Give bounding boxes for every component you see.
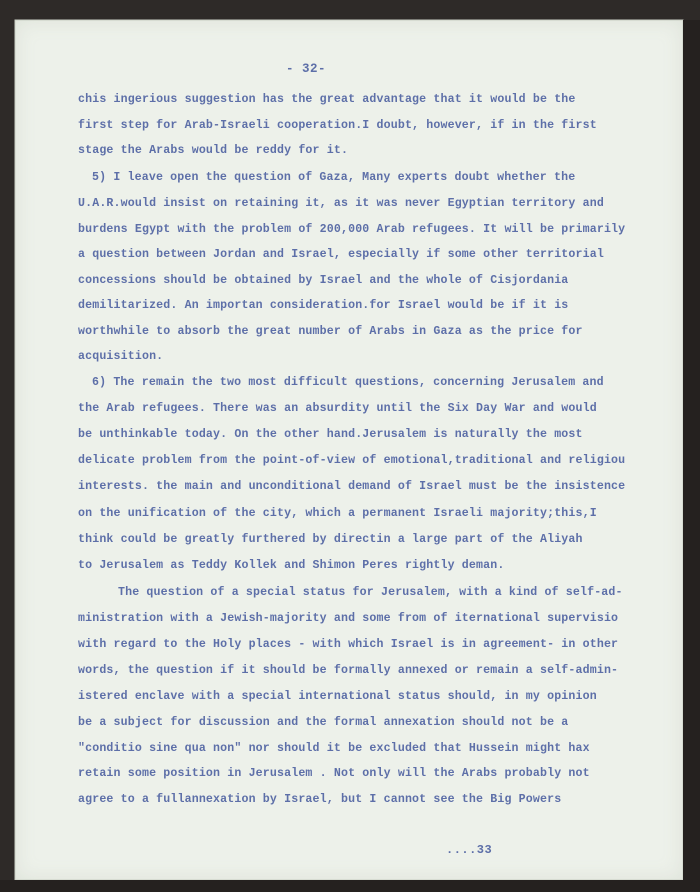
- text-line: worthwhile to absorb the great number of Arabs in Gaza as the price for: [78, 325, 583, 338]
- text-line: be unthinkable today. On the other hand.Jerusalem is naturally the most: [78, 428, 583, 441]
- text-line: to Jerusalem as Teddy Kollek and Shimon Peres rightly deman.: [78, 559, 505, 572]
- text-line: the Arab refugees. There was an absurdity until the Six Day War and would: [78, 402, 597, 415]
- text-line: acquisition.: [78, 350, 164, 363]
- text-line: ministration with a Jewish-majority and some from of iternational supervisio: [78, 612, 619, 625]
- text-line: be a subject for discussion and the formal annexation should not be a: [78, 716, 569, 729]
- text-line: first step for Arab-Israeli cooperation.I doubt, however, if in the first: [78, 119, 597, 132]
- text-line: with regard to the Holy places - with which Israel is in agreement- in other: [78, 638, 619, 651]
- text-line: demilitarized. An importan consideration.for Israel would be if it is: [78, 299, 569, 312]
- text-line: a question between Jordan and Israel, especially if some other territorial: [78, 248, 604, 261]
- text-line: "conditio sine qua non" nor should it be excluded that Hussein might hax: [78, 742, 590, 755]
- text-line: U.A.R.would insist on retaining it, as it was never Egyptian territory and: [78, 197, 604, 210]
- continuation-marker: ....33: [446, 843, 493, 857]
- text-line: on the unification of the city, which a permanent Israeli majority;this,I: [78, 507, 597, 520]
- page-number: - 32-: [286, 62, 327, 76]
- text-line: stage the Arabs would be reddy for it.: [78, 144, 349, 157]
- text-line: 6) The remain the two most difficult questions, concerning Jerusalem and: [92, 376, 604, 389]
- text-line: interests. the main and unconditional demand of Israel must be the insistence: [78, 480, 626, 493]
- text-line: burdens Egypt with the problem of 200,000 Arab refugees. It will be primarily: [78, 223, 626, 236]
- text-line: The question of a special status for Jerusalem, with a kind of self-ad-: [118, 586, 623, 599]
- text-line: retain some position in Jerusalem . Not only will the Arabs probably not: [78, 767, 590, 780]
- text-line: think could be greatly furthered by directin a large part of the Aliyah: [78, 533, 583, 546]
- text-line: 5) I leave open the question of Gaza, Many experts doubt whether the: [92, 171, 576, 184]
- text-line: concessions should be obtained by Israel and the whole of Cisjordania: [78, 274, 569, 287]
- text-line: agree to a fullannexation by Israel, but I cannot see the Big Powers: [78, 793, 562, 806]
- text-line: chis ingerious suggestion has the great advantage that it would be the: [78, 93, 576, 106]
- text-line: istered enclave with a special international status should, in my opinion: [78, 690, 597, 703]
- text-line: delicate problem from the point-of-view of emotional,traditional and religiou: [78, 454, 626, 467]
- text-line: words, the question if it should be formally annexed or remain a self-admin-: [78, 664, 619, 677]
